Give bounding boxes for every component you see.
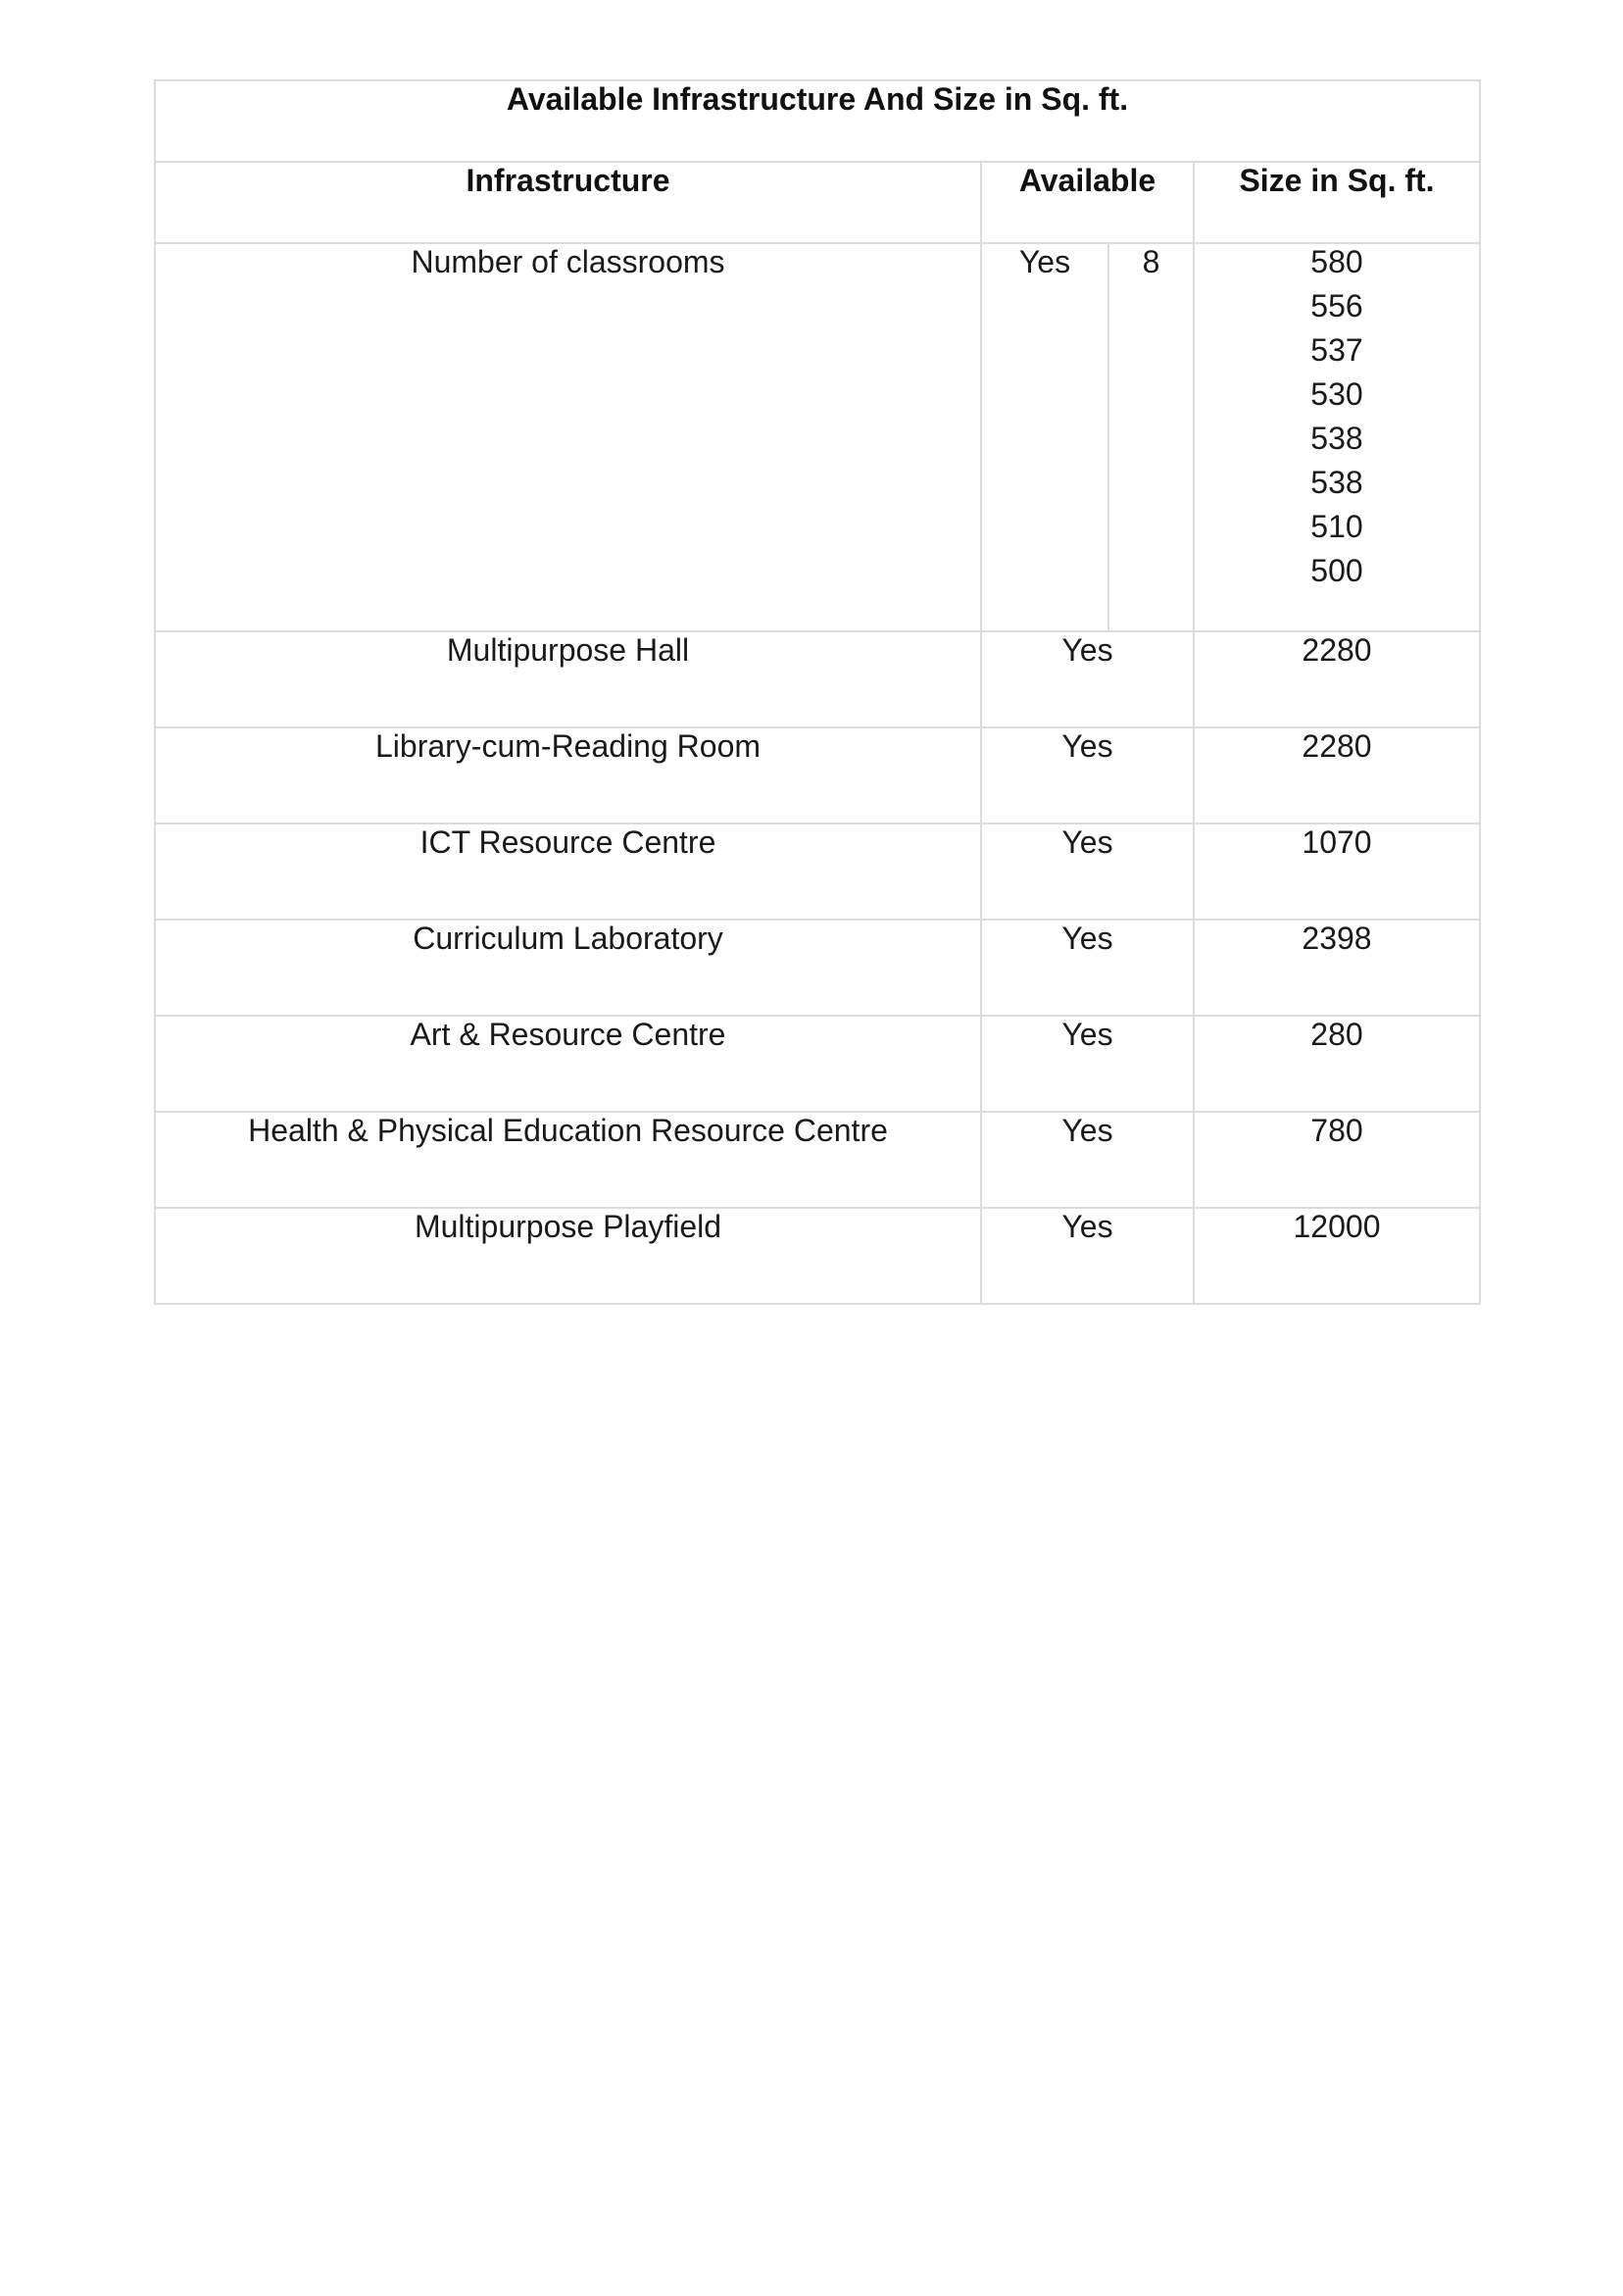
classrooms-sizes-cell bbox=[1194, 243, 1480, 631]
row-name: ICT Resource Centre bbox=[155, 824, 981, 920]
header-infrastructure: Infrastructure bbox=[155, 162, 981, 243]
row-available: Yes bbox=[981, 920, 1194, 1016]
row-size: 280 bbox=[1194, 1016, 1480, 1112]
classroom-size: 580 bbox=[1310, 244, 1363, 279]
table-header-row bbox=[155, 162, 1480, 243]
classroom-size: 538 bbox=[1310, 465, 1363, 500]
row-size: 2280 bbox=[1194, 631, 1480, 727]
classroom-size: 500 bbox=[1310, 553, 1363, 588]
classroom-size: 538 bbox=[1310, 421, 1363, 456]
classrooms-available: Yes bbox=[1018, 244, 1071, 279]
table-title: Available Infrastructure And Size in Sq. ft. bbox=[155, 80, 1480, 162]
classrooms-name: Number of classrooms bbox=[411, 244, 725, 279]
table-row bbox=[155, 1208, 1480, 1304]
row-available: Yes bbox=[981, 824, 1194, 920]
table-row-classrooms bbox=[155, 243, 1480, 631]
classrooms-count-cell bbox=[1108, 243, 1194, 631]
row-size: 12000 bbox=[1194, 1208, 1480, 1304]
row-name: Art & Resource Centre bbox=[155, 1016, 981, 1112]
table-row bbox=[155, 631, 1480, 727]
table-row bbox=[155, 824, 1480, 920]
row-name: Curriculum Laboratory bbox=[155, 920, 981, 1016]
classrooms-name-cell bbox=[155, 243, 981, 631]
header-available: Available bbox=[981, 162, 1194, 243]
row-size: 2398 bbox=[1194, 920, 1480, 1016]
classroom-size: 530 bbox=[1310, 376, 1363, 412]
row-size: 1070 bbox=[1194, 824, 1480, 920]
row-size: 2280 bbox=[1194, 727, 1480, 824]
row-available: Yes bbox=[981, 631, 1194, 727]
row-name: Library-cum-Reading Room bbox=[155, 727, 981, 824]
classroom-size: 556 bbox=[1310, 288, 1363, 324]
classrooms-available-cell bbox=[981, 243, 1108, 631]
classroom-size-list bbox=[1195, 244, 1479, 597]
classroom-size: 510 bbox=[1310, 509, 1363, 544]
header-size: Size in Sq. ft. bbox=[1194, 162, 1480, 243]
infrastructure-table bbox=[154, 79, 1481, 1305]
table-row bbox=[155, 1112, 1480, 1208]
row-available: Yes bbox=[981, 1112, 1194, 1208]
table-row bbox=[155, 1016, 1480, 1112]
table-row bbox=[155, 727, 1480, 824]
row-available: Yes bbox=[981, 1016, 1194, 1112]
row-name: Multipurpose Playfield bbox=[155, 1208, 981, 1304]
row-name: Multipurpose Hall bbox=[155, 631, 981, 727]
table-row bbox=[155, 920, 1480, 1016]
table-title-row bbox=[155, 80, 1480, 162]
row-name: Health & Physical Education Resource Centre bbox=[155, 1112, 981, 1208]
classrooms-count: 8 bbox=[1142, 244, 1160, 279]
row-available: Yes bbox=[981, 727, 1194, 824]
row-available: Yes bbox=[981, 1208, 1194, 1304]
classroom-size: 537 bbox=[1310, 332, 1363, 368]
row-size: 780 bbox=[1194, 1112, 1480, 1208]
